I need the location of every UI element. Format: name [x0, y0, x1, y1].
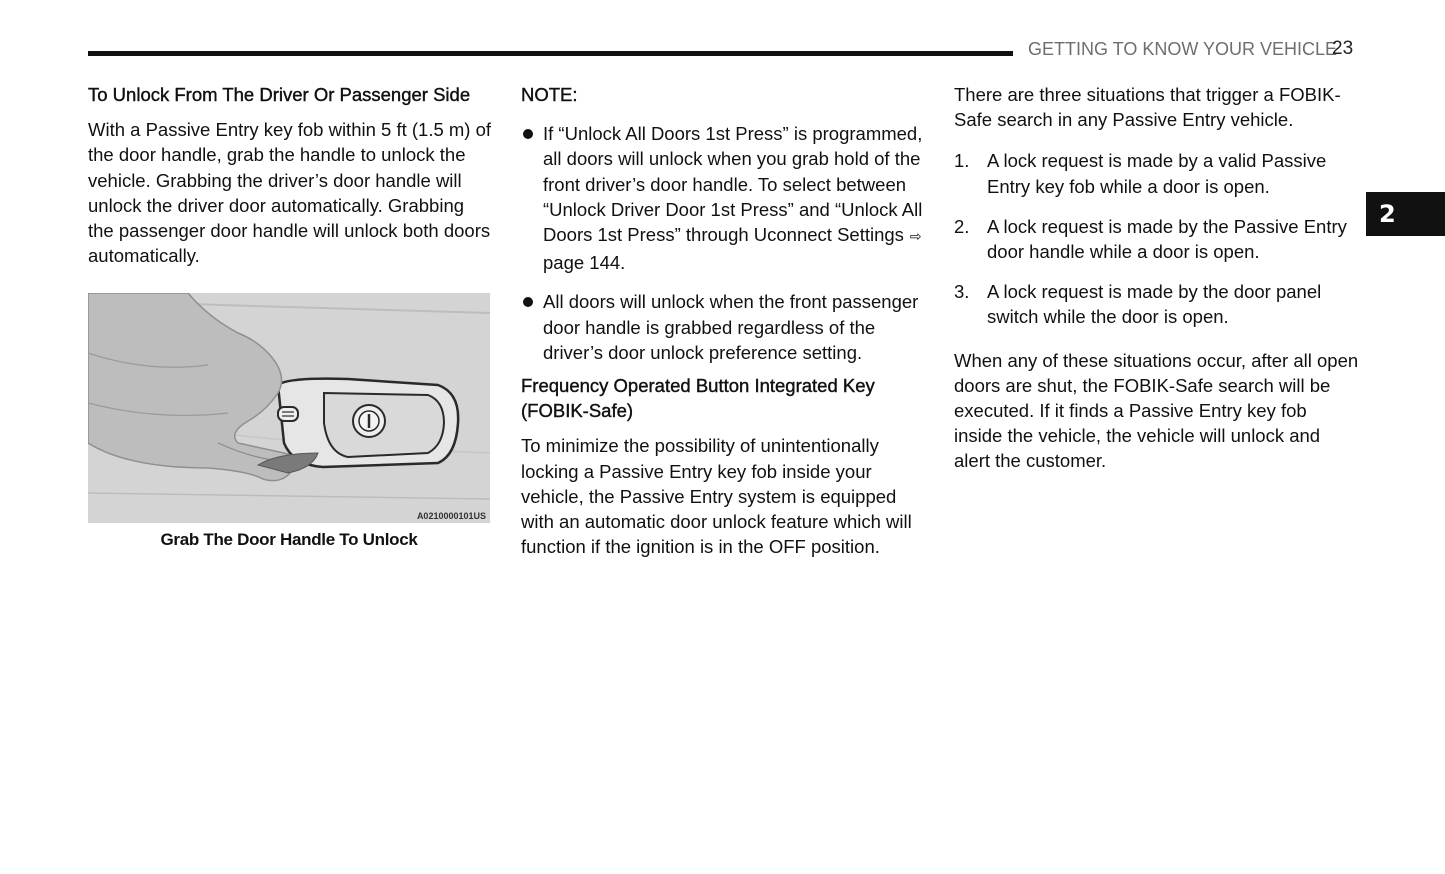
list-item: [954, 279, 1359, 329]
situation-list: [954, 148, 1359, 329]
chapter-tab[interactable]: 2: [1366, 192, 1445, 236]
figure-caption: Grab The Door Handle To Unlock: [160, 530, 418, 549]
arrow-right-icon: ⇨: [909, 229, 922, 246]
list-item: [954, 148, 1359, 198]
page-number: 23: [1332, 38, 1354, 59]
door-handle-illustration: [88, 293, 490, 523]
header-rule: [88, 51, 1013, 56]
list-item: [521, 289, 926, 365]
step-text: A lock request is made by the Passive Entry door handle while a door is open.: [987, 215, 1347, 263]
list-item: [954, 214, 1359, 264]
section-heading-unlock: To Unlock From The Driver Or Passenger Side: [88, 84, 471, 105]
intro-paragraph: There are three situations that trigger a FOBIK-Safe search in any Passive Entry vehicle.: [954, 84, 1341, 131]
step-number: 2.: [954, 215, 970, 237]
bullet-icon: [523, 129, 533, 139]
column-2: [521, 82, 926, 573]
door-handle-figure: [88, 293, 490, 523]
note-label: NOTE:: [521, 84, 578, 105]
list-item: [521, 121, 926, 275]
unlock-paragraph: With a Passive Entry key fob within 5 ft (1.5 m) of the door handle, grab the handle to unlock the vehicle. Grabbing the driver’s door handle will unlock the driver door automatically. Grabbing the passenger door handle will unlock both doors automatically.: [88, 119, 492, 267]
figure-id: A0210000101US: [416, 511, 486, 521]
fobik-paragraph: To minimize the possibility of unintentionally locking a Passive Entry key fob inside your vehicle, the Passive Entry system is equipped with an automatic door unlock feature which will function if the ignition is in the OFF position.: [521, 435, 912, 558]
bullet-text: If “Unlock All Doors 1st Press” is programmed, all doors will unlock when you grab hold of the front driver’s door handle. To select between “Unlock Driver Door 1st Press” and “Unlock All Doors 1st Press” through Uconnect Settings: [543, 123, 923, 246]
step-number: 1.: [954, 150, 970, 172]
step-text: A lock request is made by the door panel switch while the door is open.: [987, 281, 1322, 328]
column-3: [954, 82, 1359, 488]
column-1: [88, 82, 493, 282]
page-reference-link[interactable]: page 144.: [543, 252, 626, 274]
bullet-icon: [523, 297, 533, 307]
bullet-text: All doors will unlock when the front passenger door handle is grabbed regardless of the driver’s door unlock preference setting.: [543, 291, 919, 363]
running-head: GETTING TO KNOW YOUR VEHICLE: [1028, 39, 1338, 59]
section-heading-fobik: Frequency Operated Button Integrated Key (FOBIK-Safe): [521, 375, 875, 422]
step-text: A lock request is made by a valid Passive Entry key fob while a door is open.: [987, 150, 1327, 197]
closing-paragraph: When any of these situations occur, after all open doors are shut, the FOBIK-Safe search will be executed. If it finds a Passive Entry key fob inside the vehicle, the vehicle will unlock and alert the customer.: [954, 349, 1359, 472]
note-bullet-list: [521, 121, 926, 365]
step-number: 3.: [954, 281, 970, 303]
